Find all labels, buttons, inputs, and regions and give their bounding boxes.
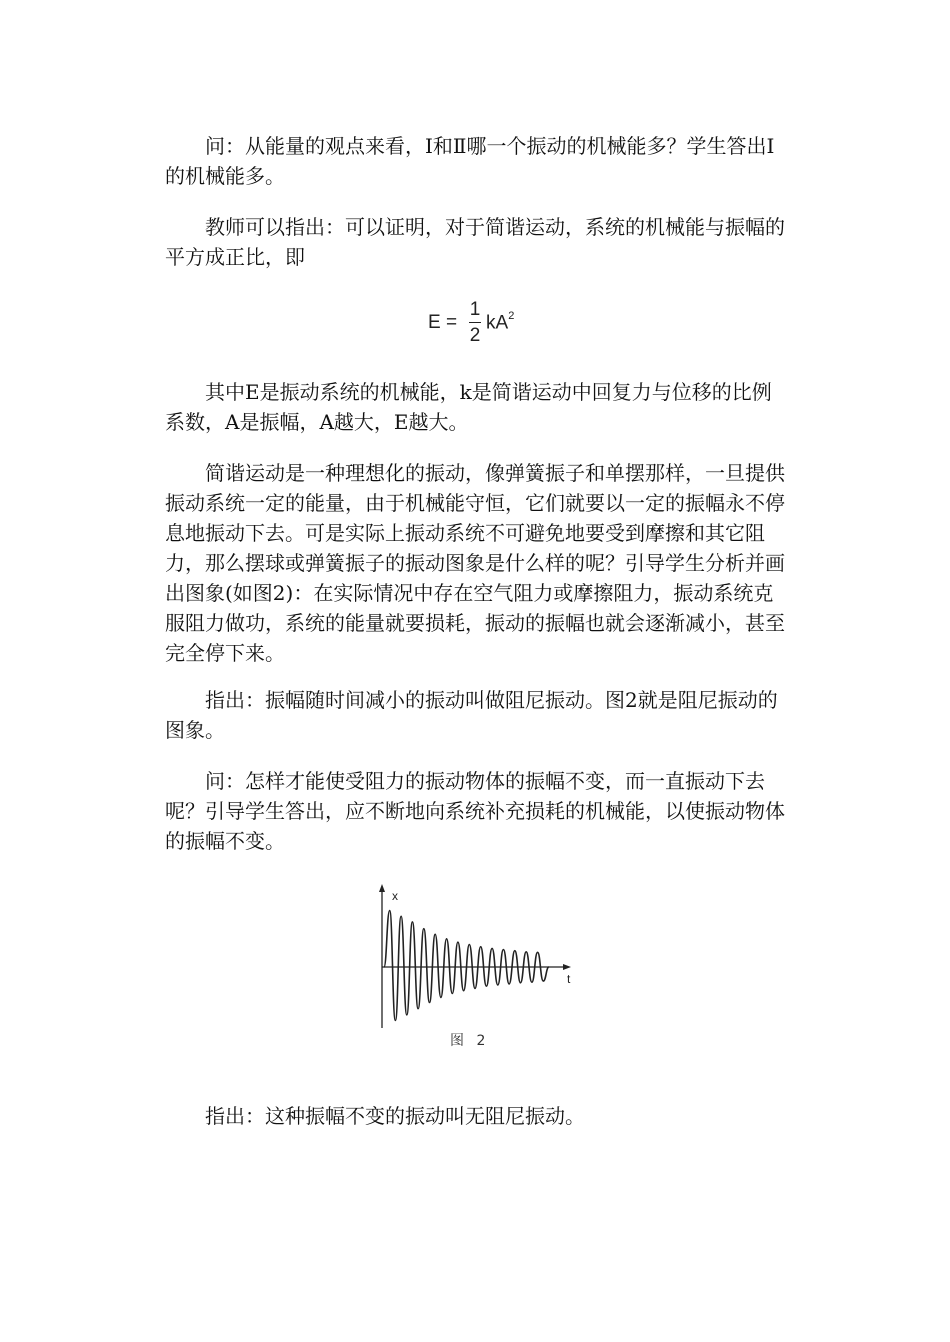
paragraph-question-constant: 问：怎样才能使受阻力的振动物体的振幅不变，而一直振动下去呢？引导学生答出，应不断地向系统补充损耗的机械能，以使振动物体的振幅不变。: [165, 769, 785, 853]
paragraph-teacher-proof: 教师可以指出：可以证明，对于简谐运动，系统的机械能与振幅的平方成正比，即: [165, 215, 785, 269]
x-axis-arrow: [563, 964, 571, 970]
formula-numerator: 1: [469, 299, 481, 320]
damped-oscillation-chart: [370, 880, 580, 1030]
figure-caption: 图 2: [450, 1033, 490, 1049]
paragraph-damping-intro: 简谐运动是一种理想化的振动，像弹簧振子和单摆那样，一旦提供振动系统一定的能量，由于机械能守恒，它们就要以一定的振幅永不停息地振动下去。可是实际上振动系统不可避免地要受到摩擦和其它阻力，那么摆球或弹簧振子的振动图象是什么样的呢？引导学生分析并画出图象(如图2)：在实际情况中存在空气阻力或摩擦阻力，振动系统克服阻力做功，系统的能量就要损耗，振动的振幅也就会逐渐减小，甚至完全停下来。: [165, 461, 785, 665]
x-axis-label: t: [567, 972, 571, 986]
y-axis-arrow: [379, 884, 385, 892]
formula-exponent: 2: [508, 310, 515, 322]
formula-lhs: E =: [428, 312, 458, 333]
formula-kA: kA: [486, 312, 509, 334]
figure-damped-oscillation: [370, 880, 580, 1055]
formula-rest: [486, 312, 514, 334]
paragraph-symbols: 其中E是振动系统的机械能，k是简谐运动中回复力与位移的比例系数，A是振幅，A越大，E越大。: [165, 380, 772, 434]
y-axis-label: x: [392, 889, 398, 903]
paragraph-question-energy: 问：从能量的观点来看，Ⅰ和Ⅱ哪一个振动的机械能多？学生答出Ⅰ的机械能多。: [165, 134, 775, 188]
energy-formula: [428, 298, 548, 354]
formula-fraction: [468, 298, 482, 347]
formula-denominator: 2: [469, 325, 481, 346]
damped-wave-line: [384, 911, 549, 1021]
paragraph-damped-definition: 指出：振幅随时间减小的振动叫做阻尼振动。图2就是阻尼振动的图象。: [165, 688, 778, 742]
paragraph-undamped-definition: 指出：这种振幅不变的振动叫无阻尼振动。: [205, 1104, 585, 1128]
